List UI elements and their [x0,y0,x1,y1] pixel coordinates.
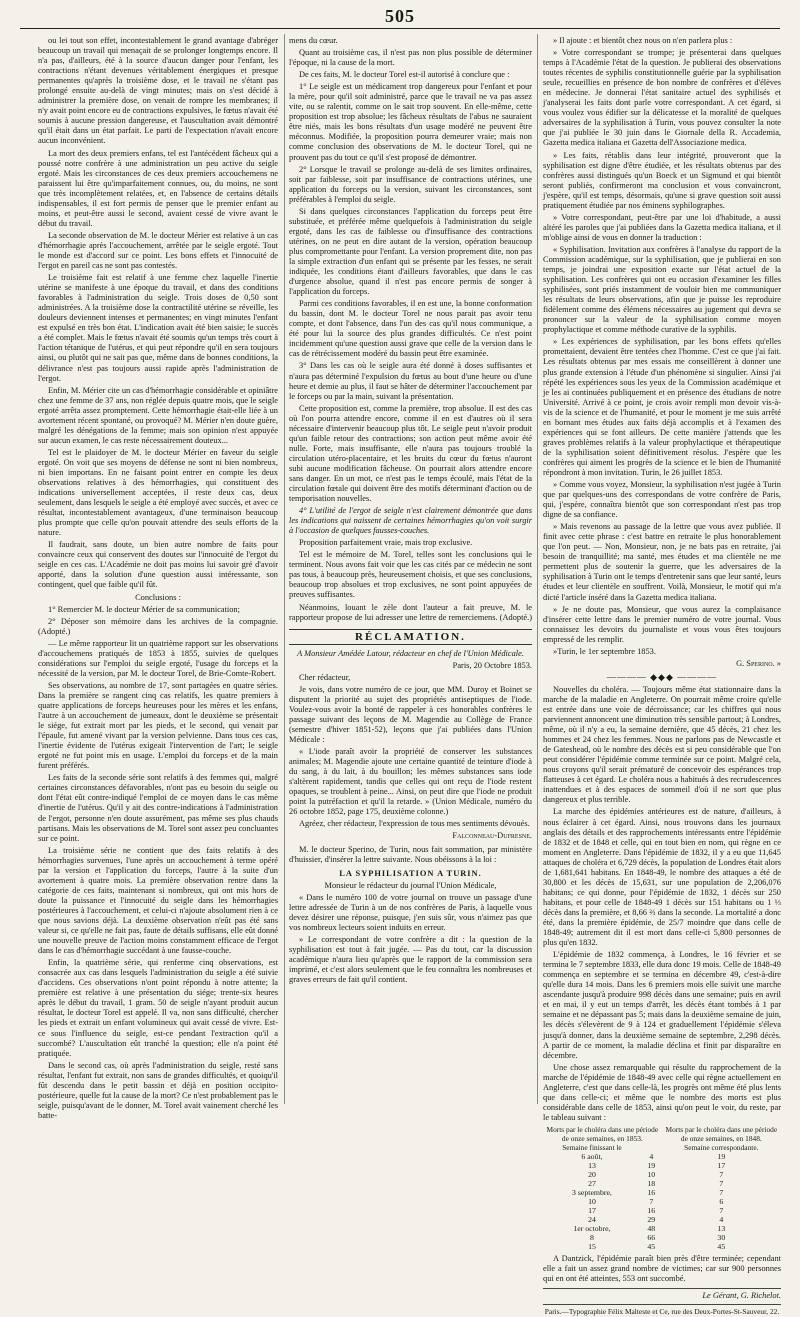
paragraph: » Les expériences de syphilisation, par les bons effets qu'elles promettaient, devaient être tentées chez l'homme. C'est ce que j'ai fait. Les résultats obtenus par mes essais me conseillèrent à donner une plus grande extension à l'étude d'un phénomène si singulier. Ainsi j'ai répété les expériences sous les yeux de la Commission académique et je les ai continuées publiquement et en présence des étudians de notre Université. Arrivé à ce point, je crois avoir rempli mon devoir vis-à-vis de la science et de l'humanité, et pour le moment je me suis arrêté en bornant mes études aux faits déjà accomplis et à l'examen des expériences qui se font ailleurs. De cette manière j'attends que les graves problèmes relatifs à la valeur prophylactique et thérapeutique de la syphilisation soient définitivement résolus. J'espère que les confrères qui aiment les progrès de la science et le bien de l'humanité répondront à mon invitation. Turin, le 26 juillet 1853. [543,337,781,477]
paragraph: Tel est le mémoire de M. Torel, telles sont les conclusions qui le terminent. Nous avons fait voir que les cas cités par ce médecin ne sont pas tous, à beaucoup près, heureusement choisis, et que ses conclusions, beaucoup trop absolues et trop exclusives, ne sont point appuyées de preuves suffisantes. [289,550,532,600]
paragraph: « Dans le numéro 100 de votre journal on trouve un passage d'une lettre adressée de Turin à un de nos confrères de Paris, à laquelle vous devez désirer une réponse, puisque, j'en suis sûr, vous n'aimez pas que vos nombreux lecteurs soient induits en erreur. [289,892,532,932]
paragraph: 3° Dans les cas où le seigle aura été donné à doses suffisantes et n'aura pas déterminé l'expulsion du fœtus au bout d'une heure ou d'une heure et demie au plus, il faut se hâter de déterminer l'accouchement par le forceps ou par la main, suivant la présentation. [289,361,532,401]
paragraph: A Dantzick, l'épidémie paraît bien près d'être terminée; cependant elle a fait un assez grand nombre de victimes; car sur 900 personnes qui en ont été atteintes, 553 ont succombé. [543,1253,781,1284]
paragraph: mens du cœur. [289,36,338,45]
paragraph: 1° Le seigle est un médicament trop dangereux pour l'enfant et pour la mère, pour qu'il soit administré, parce que le travail ne va pas assez vite, ou se ralentit, comme on le sait trop souvent. En elle-même, cette proposition est trop absolue; les fâcheux résultats de l'abus ne sauraient être niés, mais les bons résultats d'un usage modéré ne peuvent être méconnus. Modifiée, la proposition pourra demeurer vraie; mais non comme conclusion des observations de M. le docteur Torel, qui ne prouvent pas du tout ce qu'il s'est proposé de démontrer. [289,82,532,162]
reclamation-date: Paris, 20 Octobre 1853. [452,660,532,670]
table-cell: 7 [719,1205,724,1215]
reclamation-addressee: A Monsieur Amédée Latour, rédacteur en chef de l'Union Médicale. [297,648,524,658]
paragraph: 4° L'utilité de l'ergot de seigle n'est clairement démontrée que dans les indications qui naissent de certaines hémorrhagies qu'on voit surgir à l'occasion de quelques fausses-couches. [289,506,532,536]
paragraph: » Comme vous voyez, Monsieur, la syphilisation n'est jugée à Turin que par quelques-uns des correspondans de votre confrère de Paris, qui, j'espère, connaîtra bientôt que son correspondant n'est pas trop digne de sa confiance. [543,480,781,520]
paragraph: Monsieur le rédacteur du journal l'Union Médicale, [324,880,497,890]
table-header: Morts par le choléra dans une période de onze semaines, en 1853. [546,1124,659,1143]
table-cell: 20 [588,1169,596,1179]
paragraph: Si dans quelques circonstances l'application du forceps peut être substituée, et préférée même quelquefois à l'administration du seigle ergoté, dans les cas de faiblesse ou d'insuffisance des contractions utérines, on ne peut en dire autant de la version, opération beaucoup plus compromettante pour l'enfant. La version proprement dite, non pas la simple extraction d'un enfant qui se présente par les fesses, ne serait indiquée, les conditions étant d'ailleurs favorables, que dans le cas d'urgence absolue, quand il n'est pas encore permis de songer à l'application du forceps. [289,206,532,297]
paragraph: Cher rédacteur, [299,672,351,682]
paragraph: Le troisième fait est relatif à une femme chez laquelle l'inertie utérine se manifeste à une époque du travail, et dans des conditions favorables à l'administration du seigle. Trois doses de 0,50 sont administrées. A la troisième dose la contractilité utérine se réveille, les douleurs deviennent intenses et permanentes; en vingt minutes l'enfant est expulsé en très bon état. L'indication avait été bien saisie; le succès a été complet. Mais le fœtus n'avait été soumis qu'un temps très court à l'action tétanique de l'utérus, et qui peut répondre qu'il en sera toujours ainsi, ou plutôt qui ne sait pas que, même dans de bonnes conditions, la délivrance n'est pas toujours aussi rapide après l'administration de l'ergot. [38,273,278,383]
table-row [543,1170,781,1179]
paragraph: La marche des épidémies antérieures est de nature, d'ailleurs, à nous éclairer à cet égard. Ainsi, nous trouvons dans les journaux anglais des détails et des rapprochements intéressants entre l'épidémie de 1832 et de 1848 et celle, qui en tout bien en nom, qui règne en ce moment en Angleterre. Dans l'épidémie de 1832, il y a eu que 11,645 attaques de choléra et 6,729 décès, la population de Londres était alors de 1,681,641 habitans. En 1848-49, le nombre des attaques a été de 30,800 et les décès de 15,631, sur une population de 2,206,076 habitans; ce qui donne, pour l'épidémie de 1832, 1 décès sur 250 habitans, et pour celle de 1848-49 1 décès sur 151 habitans ou 1 ⅓ décès dans la première, et 8,66 ⅔ dans la seconde. La mortalité a donc été, dans la première épidémie, de 25/7 moindre que dans celle de 1848-49; autrement dit il est mort dans celle-ci 5,800 personnes de plus qu'en 1832. [543,807,781,948]
paragraph: ou lei tout son effet, incontestablement le grand avantage d'abréger beaucoup un travail qui menaçait de se prolonger longtemps encore. Il n'a pas, d'ailleurs, été à la source d'aucun danger pour l'enfant, les contractions n'étant devenues véritablement énergiques et presque permanentes qu'après la troisième dose, et le travail ne s'étant pas prolongé ensuite au-delà de vingt minutes; mais on s'est décidé à administrer la première dose, on venait de rompre les membranes; il n'y avait point encore eu de contractions expulsives, le fœtus n'avait été soumis à aucune pression dangereuse, et l'auscultation avait démontré qu'il était dans un état parfait. Le parti de l'expectation n'avait encore aucun inconvénient. [38,36,278,146]
paragraph: »Turin, le 1er septembre 1853. [553,646,656,656]
paragraph: Nouvelles du choléra. — Toujours même état stationnaire dans la marche de la maladie en Angleterre. On pourrait même croire qu'elle est entrée dans une voie de décroissance; car les chiffres qui nous parviennent annoncent une diminution très sensible partout; à Londres, même, où il n'y a eu, la semaine dernière, que 45 décès, 21 chez les hommes et 24 chez les femmes. Nous ne parlons pas de Newcastle et de Gateshead, où le nombre des décès est si peu considérable que l'on peut considérer l'épidémie comme terminée sur ce point. Malgré cela, nous croyons qu'il serait prématuré de concevoir des espérances trop flatteuses à cet égard. Le choléra nous a habitués à des recrudescences inattendues et à des espaces de sommeil d'où il ne sort que plus dangereux et plus terrible. [543,684,781,805]
paragraph: » Il ajoute : et bientôt chez nous on n'en parlera plus : [553,36,733,45]
gerant-signature: Le Gérant, G. Richelot. [543,1288,781,1301]
paragraph: Dans le second cas, où après l'administration du seigle, resté sans résultat, l'enfant fut extrait, non sans de grandes difficultés, et quoiqu'il fût descendu dans le petit bassin et déjà en position occipito-postérieure, quelle fut la cause de la mort? Ce n'est probablement pas le seigle, puisqu'avant de le donner, M. Torel avait vainement cherché les batte- [38,1060,278,1120]
paragraph: » Je ne doute pas, Monsieur, que vous aurez la complaisance d'insérer cette lettre dans le premier numéro de votre journal. Vous connaissez les devoirs du journaliste et vous vous êtes toujours empressé de les remplir. [543,604,781,644]
column-divider [284,34,285,1104]
paragraph: La seconde observation de M. le docteur Mérier est relative à un cas d'hémorrhagie après l'accouchement, arrêtée par le seigle ergoté. Tout le monde est d'accord sur ce point. Les bons effets et l'innocuité de l'ergot en pareil cas ne sont pas contestés. [38,230,278,271]
imprint: Paris.—Typographie Félix Malteste et Ce, rue des Deux-Portes-St-Sauveur, 22. [543,1304,781,1317]
table-cell: 19 [717,1151,726,1161]
paragraph: 2° Déposer son mémoire dans les archives de la compagnie. (Adopté.) [38,616,278,636]
signature: G. Sperino. » [736,658,781,668]
table-cell: 48 [647,1223,656,1233]
table-cell: 24 [588,1214,596,1224]
section-heading-reclamation: RÉCLAMATION. [289,629,532,645]
table-cell: 17 [717,1160,726,1170]
section-heading-syphilisation: LA SYPHILISATION A TURIN. [339,868,482,878]
table-cell: 16 [647,1205,656,1215]
table-cell: 8 [590,1232,594,1242]
paragraph: Agréez, cher rédacteur, l'expression de tous mes sentiments dévoués. [299,819,530,829]
table-header: Semaine finissant le [562,1142,622,1152]
paragraph: 1° Remercier M. le docteur Mérier de sa communication; [48,604,240,614]
table-cell: 66 [647,1232,656,1242]
table-row [543,1233,781,1242]
table-cell: 30 [717,1232,726,1242]
paragraph: « L'iode paraît avoir la propriété de conserver les substances animales; M. Magendie ajoute une certaine quantité de teinture d'iode à du sang, à du lait, à du bouillon; les mêmes substances sans iode s'altèrent rapidement, tandis que celles qui ont reçu de l'iode restent opaques, se troublent à peine... Ainsi, on peut dire que l'iode ne produit point la putréfaction et qu'il la retarde. » (Union Médicale, numéro du 26 octobre 1852, page 175, deuxième colonne.) [289,747,532,817]
table-row [543,1224,781,1233]
table-row [543,1188,781,1197]
paragraph: Enfin, la quatrième série, qui renferme cinq observations, est consacrée aux cas dans lesquels l'administration du seigle a été suivie d'accidens. Ces observations n'ont point répondu à notre attente; la première est relative à une présentation du siége; trente-six heures après le début du travail, 1 gram. 50 de seigle n'ayant produit aucun résultat, le docteur Torel est appelé. Il va, non sans difficulté, chercher les pieds et extrait un enfant volumineux qui avait cessé de vivre. Est-ce sous l'influence du seigle, est-ce pendant l'extraction qu'il a succombé? L'auscultation eût tranché la question; elle n'a point été pratiquée. [38,958,278,1058]
header-rule [20,28,780,29]
paragraph: Une chose assez remarquable qui résulte du rapprochement de la marche de l'épidémie de 1848-49 avec celle qui règne actuellement en Angleterre, c'est que dans celle-là, les progrès ont même été plus lents que dans celle-ci; et même que le nombre des morts est plus considérable dans celle de 1853, ainsi qu'on peut le voir, du reste, par le tableau suivant : [543,1062,781,1122]
paragraph: — Le même rapporteur lit un quatrième rapport sur les observations d'accouchemens pratiqués de 1853 à 1855, suivies de quelques considérations sur l'emploi du seigle ergoté, l'usage du forceps et la nécessité de la version, par M. le docteur Torel, de Brie-Comte-Robert. [38,638,278,678]
table-cell: 4 [649,1151,654,1161]
paragraph: Les faits de la seconde série sont relatifs à des femmes qui, malgré certaines circonstances défavorables, n'ont pas eu besoin du seigle ou dont l'état eût contre-indiqué l'emploi de ce moyen dans le cas même d'inertie de l'utérus. Qu'il y ait des contre-indications à l'administration de l'ergot, personne n'en doute assurément, pas même ses plus chauds partisans. Mais les observations de M. Torel sont assez peu concluantes sur ce point. [38,773,278,843]
table-cell: 29 [647,1214,656,1224]
paragraph: Je vois, dans votre numéro de ce jour, que MM. Duroy et Boinet se disputent la priorité au sujet des propriétés antiseptiques de l'iode. Voulez-vous avoir la bonté de rappeler à ces honorables confrères le passage suivant des leçons de M. Magendie au Collège de France (semestre d'hiver 1851-52), leçons que j'ai publiées dans l'Union Médicale : [289,684,532,745]
table-cell: 16 [647,1187,656,1197]
paragraph: La mort des deux premiers enfans, tel est l'antécédent fâcheux qui a poussé notre confrère à une administration un peu active du seigle ergoté. Mais les circonstances de ces deux premiers accouchemens ne paraissent lui être qu'imparfaitement connues, ou, du moins, ne sont que très incomplètement relatées, et, en l'absence de certains détails indispensables, il est fort permis de penser que le premier enfant au moins, et peut-être aussi le second, avaient cessé de vivre avant le début du travail. [38,148,278,228]
table-row [543,1161,781,1170]
table-header: Morts par le choléra dans une période de onze semaines, en 1848. [665,1124,778,1143]
paragraph: » Le correspondant de votre confrère a dit : la question de la syphilisation est tout à fait jugée. — Pas du tout, car la discussion académique n'aura lieu qu'après que le rapport de la commission sera imprimé, et c'est alors seulement que le feu connaîtra les nombreuses et graves erreurs de fait qu'il contient. [289,934,532,985]
paragraph: De ces faits, M. le docteur Torel est-il autorisé à conclure que : [299,70,510,80]
paragraph: » Votre correspondant se trompe; je présenterai dans quelques temps à l'Académie l'état de la question. Je publierai des observations toutes récentes de syphilis constitutionnelle guérie par la syphilisation seule, recueillies en présence de bon nombre de confrères et d'élèves en médecine. Je donnerai l'état sanitaire actuel des syphilisés et j'analyserai les faits dont parle votre correspondant. A cet égard, si vous voulez vous édifier sur la délicatesse et la moralité de quelques adversaires de la syphilisation à Turin, vous pouvez consulter la note que j'ai publiée le 30 juin dans le Giornale della R. Accademia, Gazetta medica italiana et Gazetta dell'Associazione medica. [543,48,781,148]
table-cell: 10 [647,1169,656,1179]
table-cell: 13 [717,1223,726,1233]
paragraph: » Les faits, rétablis dans leur intégrité, prouveront que la syphilisation est digne d'être étudiée, et les résultats obtenus par des confrères aussi distingués qu'un Boeck et un Sigmund et qui bientôt seront publiés, confirmeront ma conclusion et vous convaincront, j'espère, qu'il est temps, désormais, qu'une si grave question soit aussi pratiquement étudiée par nos éminens syphilographes. [543,150,781,210]
table-cell: 6 [719,1196,724,1206]
paragraph: Cette proposition est, comme la première, trop absolue. Il est des cas où l'on pourra attendre encore, comme il en est d'autres où il sera nécessaire d'intervenir beaucoup plus tôt. Le seigle peut n'avoir produit qu'un faible retour des contractions; son action peut même avoir été nulle. Forte, mais insuffisante, elle n'aura pas toujours troublé la circulation utéro-placentaire, et les bruits du cœur du fœtus n'auront subi aucune modification fâcheuse. On pourrait alors attendre encore sans danger. En un mot, ce n'est pas le temps écoulé, mais l'état de la circulation fœtale qui doivent être des motifs déterminant d'action ou de temporisation nouvelles. [289,403,532,504]
table-cell: 6 août, [581,1151,603,1161]
table-cell: 7 [649,1196,654,1206]
table-cell: 19 [647,1160,656,1170]
table-cell: 17 [588,1205,596,1215]
table-cell: 7 [719,1169,724,1179]
page-number: 505 [385,6,415,26]
table-cell: 27 [588,1178,596,1188]
table-row [543,1179,781,1188]
paragraph: Conclusions : [135,592,181,602]
paragraph: Tel est le plaidoyer de M. le docteur Mérier en faveur du seigle ergoté. On voit que ses moyens de défense ne sont ni bien nombreux, ni bien importans. En ne faisant point entrer en compte les deux observations relatives à des hémorrhagies, qui constituent des indications universellement acceptées, il reste deux cas, deux seulement, dans lesquels le seigle a été employé avec succès, et avec ce résultat, incontestablement avantageux, d'une terminaison beaucoup plus prompte que celle qu'on pouvait attendre des seuls efforts de la nature. [38,447,278,538]
paragraph: Parmi ces conditions favorables, il en est une, la bonne conformation du bassin, dont M. le docteur Torel ne nous parait pas avoir tenu compte, et dont l'absence, dans l'un des cas qu'il nous communique, a été pour lui la source des plus grandes difficultés. Ce n'est point incidemment qu'une question aussi grave que celle de la version dans le cas de rétrécissement modéré du bassin peut être examinée. [289,299,532,359]
column-1 [38,36,278,1123]
table-cell: 18 [647,1178,656,1188]
table-row [543,1242,781,1251]
paragraph: Ses observations, au nombre de 17, sont partagées en quatre séries. Dans la première se rangent cinq cas relatifs, les quatre premiers à quatre applications de forceps heureuses pour les mères et les enfans, l'autre à un accouchement de jumeaux, dont le deuxième se présentait le siége, fut extrait mort par les pieds, et le second, qui venait par l'épaule, fut amené vivant par la version pelvienne. Dans tous ces cas, l'inertie évidente de l'utérus exigeait l'intervention de l'art; le seigle ergoté ne fut point mis en usage. L'emploi du forceps et de la main furent préférés. [38,680,278,771]
paragraph: Enfin, M. Mérier cite un cas d'hémorrhagie considérable et opiniâtre chez une femme de 37 ans, non réglée depuis quatre mois, que le seigle ergoté arrêta assez promptement. Cette hémorrhagie était-elle liée à un avortement récent spontané, ou provoqué? M. Mérier n'en doute guère, malgré les dénégations de la femme; mais son opinion n'est appuyée sur aucun examen, le cas reste nécessairement douteux... [38,385,278,445]
paragraph: M. le docteur Sperino, de Turin, nous fait sommation, par ministère d'huissier, d'insérer la lettre suivante. Nous obéissons à la loi : [289,844,532,864]
paragraph: Il faudrait, sans doute, un bien autre nombre de faits pour convaincre ceux qui conservent des doutes sur l'innocuité de l'ergot du seigle en ces cas. L'Académie ne doit pas moins lui savoir gré d'avoir apporté, dans la solution d'une question aussi intéressante, son contingent, quel que faible qu'il fût. [38,540,278,590]
paragraph: « Syphilisation. Invitation aux confrères à l'analyse du rapport de la Commission académique, sur la syphilisation, que je publierai en son temps, je joindrai une exposition exacte sur l'état actuel de la syphilisation. Les confrères qui ont eu occasion d'examiner les filles syphilisées, sont priés instamment de vouloir bien me communiquer les résultats de leurs observations, afin que je puisse les reproduire fidèlement comme des élémens nécessaires au jugement qui devra se prononcer sur la valeur de la syphilisation comme moyen prophylactique et comme méthode curative de la syphilis. [543,244,781,335]
table-cell: 10 [588,1196,596,1206]
column-divider [537,34,538,1104]
paragraph: 2° Lorsque le travail se prolonge au-delà de ses limites ordinaires, soit par faiblesse, soit par insuffisance de contractions utérines, une application du forceps ou la version, suivant les circonstances, sont préférables à l'emploi du seigle. [289,164,532,204]
paragraph: La troisième série ne contient que des faits relatifs à des hémorrhagies survenues, l'une après un accouchement à terme opéré par la version et l'application du forceps, l'autre à la suite d'un avortement à quatre mois. La première observation rentre dans la catégorie de ces faits, maintenant si nombreux, qui ont mis hors de doute la puissance et l'innocuité du seigle dans les hémorrhagies postérieures à l'accouchement, et celui-ci n'ajoute absolument rien à ce que nous savions déjà. La deuxième observation n'eût pas été sans valeur si, ce qu'elle ne fait pas, faute de détails suffisans, elle eût donné une nouvelle preuve de l'action moins constamment efficace de l'ergot dans le cas d'hémorrhagie succédant à une fausse-couche. [38,845,278,956]
ornament-divider: ———— ◆◆◆ ———— [606,671,718,682]
table-cell: 1er octobre, [573,1223,611,1233]
table-row [543,1215,781,1224]
paragraph: L'épidémie de 1832 commença, à Londres, le 16 février et se termina le 7 septembre 1833, elle dura donc 19 mois. Celle de 1848-49 commença en septembre et se termina en décembre 49, c'est-à-dire qu'elle dura 14 mois. Dans les 6 premiers mois elle suivit une marche ascendante jusqu'à produire 998 décès dans une semaine; puis en avril et en mai, il y eut un temps d'arrêt, les décès étant tombés à 1 par semaine et ne dépassant pas 5; mais dans la deuxième semaine de juin, les décès s'élevèrent de 9 à 124 et graduellement l'épidémie s'éleva jusqu'à donner, dans la deuxième semaine de septembre, 2,298 décès. A partir de ce moment, la maladie déclina et finit par disparaître en décembre. [543,950,781,1060]
cholera-table [543,1125,781,1251]
paragraph: Proposition parfaitement vraie, mais trop exclusive. [299,538,473,548]
table-row [543,1206,781,1215]
paragraph: » Votre correspondant, peut-être par une loi d'habitude, a aussi altéré les paroles que j'ai publiées dans la Gazetta medica italiana, et il m'oblige ainsi de vous en donner la traduction : [543,212,781,242]
table-row [543,1152,781,1161]
column-2 [289,36,532,987]
table-cell: 7 [719,1187,724,1197]
paragraph: Néanmoins, louant le zèle dont l'auteur a fait preuve, M. le rapporteur propose de lui adresser une lettre de remerciemens. (Adopté.) [289,602,533,622]
table-cell: 7 [719,1178,724,1188]
paragraph: Quant au troisième cas, il n'est pas non plus possible de déterminer l'époque, ni la cause de la mort. [289,48,532,68]
table-cell: 4 [719,1214,724,1224]
table-cell: 45 [717,1241,726,1251]
signature: Falconneau-Dufresne. [452,831,532,841]
table-row [543,1197,781,1206]
column-3 [543,36,781,1317]
paragraph: » Mais revenons au passage de la lettre que vous avez publiée. Il finit avec cette phrase : c'est battre en retraite le plus honorablement que l'on peut. — Non, Monsieur, non, je ne bats pas en retraite, j'ai besoin de tranquillité; ma santé, mes études et ma clientèle ne me permettent plus de soutenir la guerre, que les adversaires de la syphilisation à Turin ont le temps d'entretenir sans que leur santé, leurs études et leur clientèle en souffrent. Voilà, Monsieur, le motif qui m'a dicté l'article inséré dans la Gazetta medica italiana. [543,522,781,602]
table-header: Semaine correspondante. [684,1142,759,1152]
table-cell: 15 [588,1241,596,1251]
table-cell: 13 [588,1160,596,1170]
table-header [641,1143,662,1152]
table-cell: 45 [647,1241,656,1251]
table-cell: 3 septembre, [572,1187,612,1197]
